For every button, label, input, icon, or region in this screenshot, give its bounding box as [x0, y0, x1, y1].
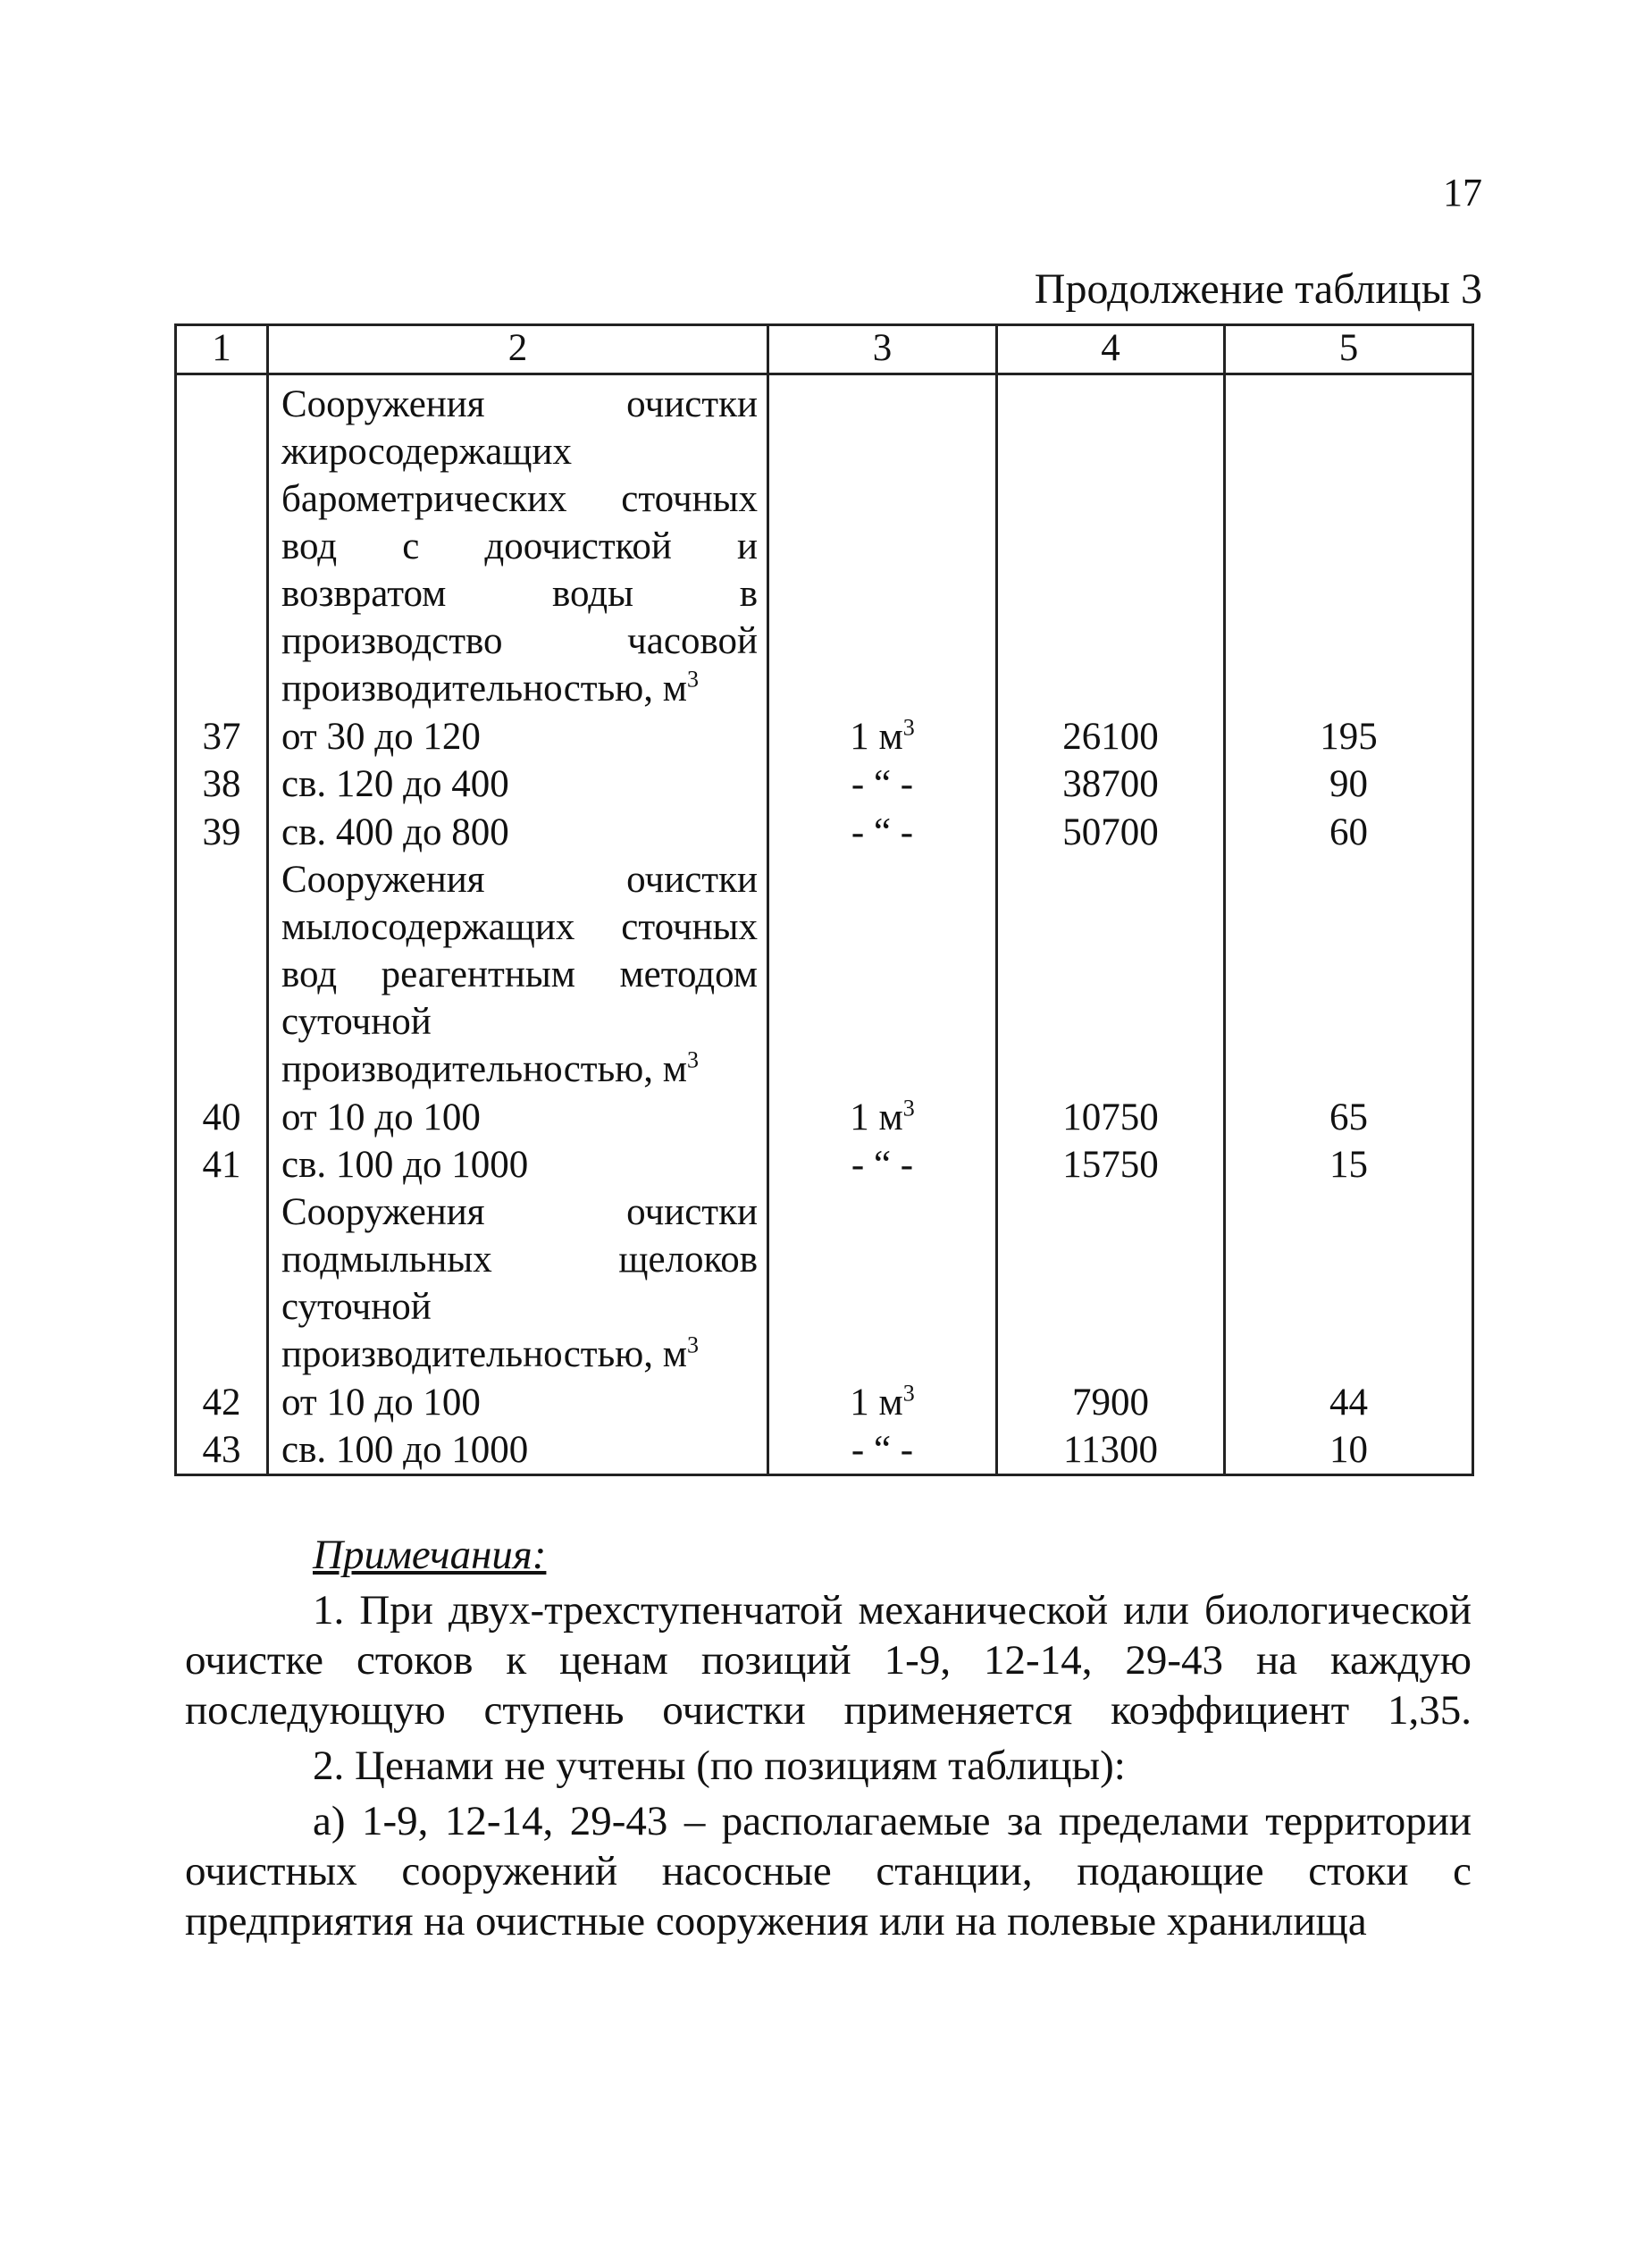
note-paragraph-2: 2. Ценами не учтены (по позициям таблицы):	[313, 1743, 1126, 1789]
table-row	[176, 1094, 1473, 1141]
price: 50700	[997, 809, 1225, 856]
position-number: 40	[176, 1094, 268, 1141]
coefficient: 60	[1225, 809, 1473, 856]
item-name: от 10 до 100	[268, 1094, 768, 1141]
table-group-row	[176, 1188, 1473, 1379]
unit: - “ -	[768, 1426, 997, 1474]
table-row	[176, 713, 1473, 760]
price: 10750	[997, 1094, 1225, 1141]
note-paragraph-1: 1. При двух-трехступенчатой механической или биологической очистке стоков к ценам позиций 1-9, 12-14, 29-43 на каждую последующую ступень очистки применяется коэффициент 1,35.	[185, 1587, 1472, 1734]
table-group-row	[176, 381, 1473, 713]
unit: - “ -	[768, 1141, 997, 1188]
notes-block	[185, 1530, 1472, 1952]
unit: 1 $м^3$	[768, 713, 997, 760]
header-col-4: 4	[997, 325, 1225, 374]
table-row	[176, 1379, 1473, 1426]
item-name: св. 100 до 1000	[268, 1426, 768, 1474]
price: 26100	[997, 713, 1225, 760]
table-row	[176, 760, 1473, 808]
header-col-1: 1	[176, 325, 268, 374]
item-name: от 10 до 100	[268, 1379, 768, 1426]
coefficient: 90	[1225, 760, 1473, 808]
item-name: св. 100 до 1000	[268, 1141, 768, 1188]
table-row	[176, 809, 1473, 856]
position-number: 42	[176, 1379, 268, 1426]
coefficient: 15	[1225, 1141, 1473, 1188]
coefficient: 65	[1225, 1094, 1473, 1141]
notes-title: Примечания:	[313, 1532, 547, 1578]
price: 11300	[997, 1426, 1225, 1474]
position-number: 38	[176, 760, 268, 808]
item-name: от 30 до 120	[268, 713, 768, 760]
table-filler-row	[176, 1474, 1473, 1475]
header-col-3: 3	[768, 325, 997, 374]
unit: 1 $м^3$	[768, 1379, 997, 1426]
table-caption: Продолжение таблицы 3	[1034, 265, 1482, 313]
price: 38700	[997, 760, 1225, 808]
table-spacer-row	[176, 374, 1473, 382]
table-row	[176, 1426, 1473, 1474]
item-name: св. 120 до 400	[268, 760, 768, 808]
page-number: 17	[1443, 171, 1482, 214]
group-description: Сооружения очистки жиросодержащих барометрических сточных вод с доочисткой и возвратом воды в производство часовой производительностью, $м^3$	[268, 381, 768, 713]
table-header-row	[176, 325, 1473, 374]
position-number: 39	[176, 809, 268, 856]
price: 7900	[997, 1379, 1225, 1426]
position-number: 41	[176, 1141, 268, 1188]
position-number: 37	[176, 713, 268, 760]
coefficient: 44	[1225, 1379, 1473, 1426]
unit: 1 $м^3$	[768, 1094, 997, 1141]
position-number: 43	[176, 1426, 268, 1474]
group-description: Сооружения очистки мылосодержащих сточных вод реагентным методом суточной производительностью, $м^3$	[268, 856, 768, 1094]
header-col-2: 2	[268, 325, 768, 374]
price-table	[174, 323, 1474, 1476]
header-col-5: 5	[1225, 325, 1473, 374]
price: 15750	[997, 1141, 1225, 1188]
group-description: Сооружения очистки подмыльных щелоков суточной производительностью, $м^3$	[268, 1188, 768, 1379]
item-name: св. 400 до 800	[268, 809, 768, 856]
table-row	[176, 1141, 1473, 1188]
coefficient: 10	[1225, 1426, 1473, 1474]
unit: - “ -	[768, 809, 997, 856]
note-paragraph-3: а) 1-9, 12-14, 29-43 – располагаемые за пределами территории очистных сооружений насосные станции, подающие стоки с предприятия на очистные сооружения или на полевые хранилища	[185, 1798, 1472, 1944]
coefficient: 195	[1225, 713, 1473, 760]
table-body	[176, 374, 1473, 1475]
unit: - “ -	[768, 760, 997, 808]
table-group-row	[176, 856, 1473, 1094]
